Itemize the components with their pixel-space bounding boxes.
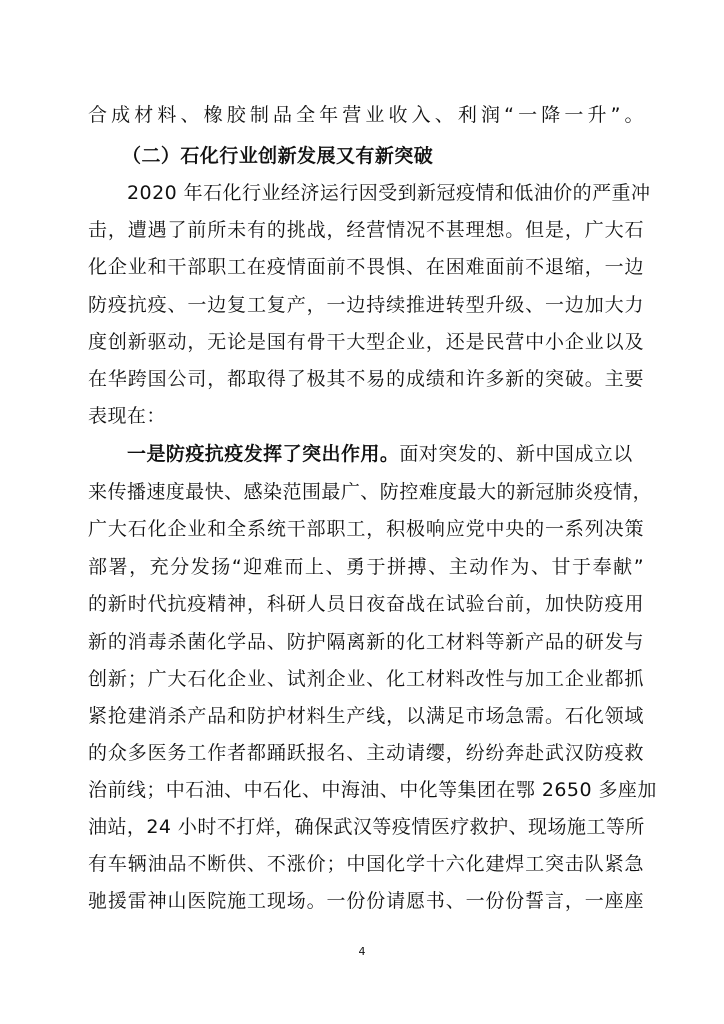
text-line: 创新；广大石化企业、试剂企业、化工材料改性与加工企业都抓 <box>88 668 644 690</box>
text-line: 防疫抗疫、一边复工复产，一边持续推进转型升级、一边加大力 <box>88 294 644 316</box>
text-line: 击，遭遇了前所未有的挑战，经营情况不甚理想。但是，广大石 <box>88 219 644 241</box>
text-line: 驰援雷神山医院施工现场。一份份请愿书、一份份誓言，一座座 <box>88 890 644 912</box>
text-line: 治前线；中石油、中石化、中海油、中化等集团在鄂 2650 多座加 <box>88 779 657 801</box>
paragraph-lead-bold: 一是防疫抗疫发挥了突出作用。 <box>127 443 400 465</box>
text-line: 部署，充分发扬“迎难而上、勇于拼搏、主动作为、甘于奉献” <box>88 556 644 578</box>
paragraph-lead-rest: 面对突发的、新中国成立以 <box>399 443 633 465</box>
text-line: 2020 年石化行业经济运行因受到新冠疫情和低油价的严重冲 <box>127 182 651 204</box>
text-line: 有车辆油品不断供、不涨价；中国化学十六化建焊工突击队紧急 <box>88 853 644 875</box>
text-line: 的新时代抗疫精神，科研人员日夜奋战在试验台前，加快防疫用 <box>88 593 644 615</box>
text-line: 在华跨国公司，都取得了极其不易的成绩和许多新的突破。主要 <box>88 368 644 390</box>
text-line: 合成材料、橡胶制品全年营业收入、利润“一降一升”。 <box>88 104 644 126</box>
text-line: 紧抢建消杀产品和防护材料生产线，以满足市场急需。石化领域 <box>88 705 644 727</box>
text-line: 表现在： <box>88 405 166 427</box>
text-line: 的众多医务工作者都踊跃报名、主动请缨，纷纷奔赴武汉防疫救 <box>88 742 644 764</box>
text-line: 油站，24 小时不打烊，确保武汉等疫情医疗救护、现场施工等所 <box>88 816 645 838</box>
text-line: 广大石化企业和全系统干部职工，积极响应党中央的一系列决策 <box>88 518 644 540</box>
page-number: 4 <box>358 945 366 958</box>
text-line: 来传播速度最快、感染范围最广、防控难度最大的新冠肺炎疫情， <box>88 481 653 503</box>
text-line: 化企业和干部职工在疫情面前不畏惧、在困难面前不退缩，一边 <box>88 256 644 278</box>
paragraph-lead-line <box>127 442 644 466</box>
section-heading: （二）石化行业创新发展又有新突破 <box>122 145 434 167</box>
text-line: 新的消毒杀菌化学品、防护隔离新的化工材料等新产品的研发与 <box>88 631 644 653</box>
text-line: 度创新驱动，无论是国有骨干大型企业，还是民营中小企业以及 <box>88 331 644 353</box>
